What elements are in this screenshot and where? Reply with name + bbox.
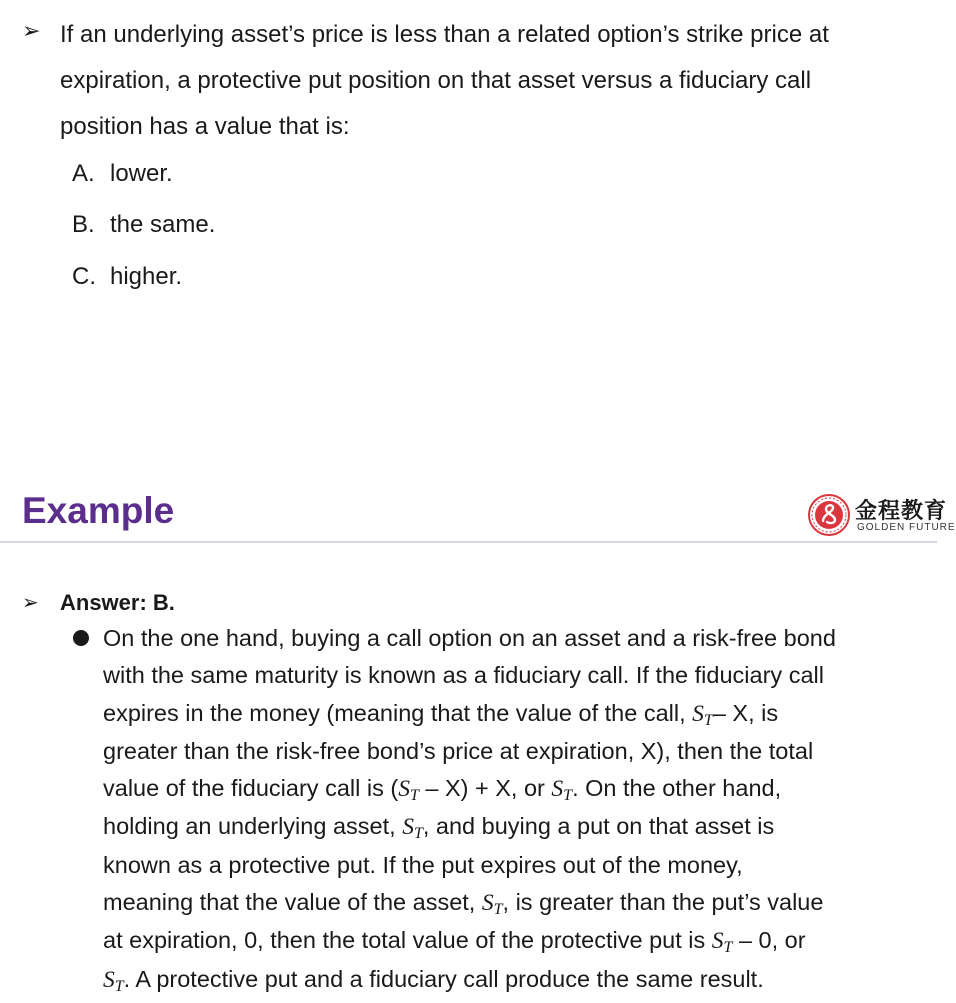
option-b <box>72 209 215 241</box>
logo-english-text: GOLDEN FUTURE <box>857 522 956 533</box>
explanation-line: known as a protective put. If the put expires out of the money, <box>103 851 743 878</box>
brand-logo <box>808 492 956 538</box>
math-symbol: $S_T$ <box>711 928 733 957</box>
option-letter: B. <box>72 211 95 238</box>
explanation-line: holding an underlying asset, $S_T$, and buying a put on that asset is <box>103 813 775 843</box>
page-title: Example <box>22 490 175 531</box>
arrow-bullet-icon: ➢ <box>22 18 41 43</box>
option-text: lower. <box>110 160 173 187</box>
option-c <box>72 261 182 293</box>
math-symbol: $S_T$ <box>398 776 419 805</box>
option-letter: A. <box>72 160 95 187</box>
explanation-line: expires in the money (meaning that the value of the call, $S_T-$ X, is <box>103 699 779 729</box>
header-divider <box>0 541 937 543</box>
explanation-line: meaning that the value of the asset, $S_T$, is greater than the put’s value <box>103 889 824 919</box>
explanation-line: with the same maturity is known as a fiduciary call. If the fiduciary call <box>103 662 824 689</box>
option-letter: C. <box>72 263 96 290</box>
explanation-line: greater than the risk-free bond’s price at expiration, X), then the total <box>103 737 814 764</box>
seal-logo-icon <box>808 494 850 536</box>
logo-chinese-text: 金程教育 <box>855 499 948 524</box>
option-a <box>72 158 173 190</box>
math-symbol: $S_T$ <box>103 966 124 995</box>
math-symbol: $S_T$ <box>692 700 713 729</box>
explanation-line: value of the fiduciary call is $(S_T - X) + X$, or $S_T$. On the other hand, <box>103 775 782 805</box>
answer-explanation <box>103 620 863 999</box>
question-text: If an underlying asset’s price is less than a related option’s strike price at expiration, a protective put position on that asset versus a fiduciary call position has a value that is: <box>60 21 829 140</box>
arrow-bullet-icon: ➢ <box>22 592 39 614</box>
option-text: the same. <box>110 211 216 238</box>
explanation-line: at expiration, 0, then the total value of the protective put is $S_T - 0$, or <box>103 927 806 957</box>
math-symbol: $S_T$ <box>402 814 423 843</box>
bullet-dot-icon <box>73 630 89 646</box>
answer-label: Answer: B. <box>60 590 175 615</box>
option-text: higher. <box>110 263 183 290</box>
explanation-line: On the one hand, buying a call option on an asset and a risk-free bond <box>103 625 836 651</box>
math-symbol: $S_T$ <box>481 890 503 919</box>
question-slide <box>0 0 937 470</box>
explanation-line: $S_T$. A protective put and a fiduciary call produce the same result. <box>103 965 764 995</box>
math-symbol: $S_T$ <box>551 776 573 805</box>
